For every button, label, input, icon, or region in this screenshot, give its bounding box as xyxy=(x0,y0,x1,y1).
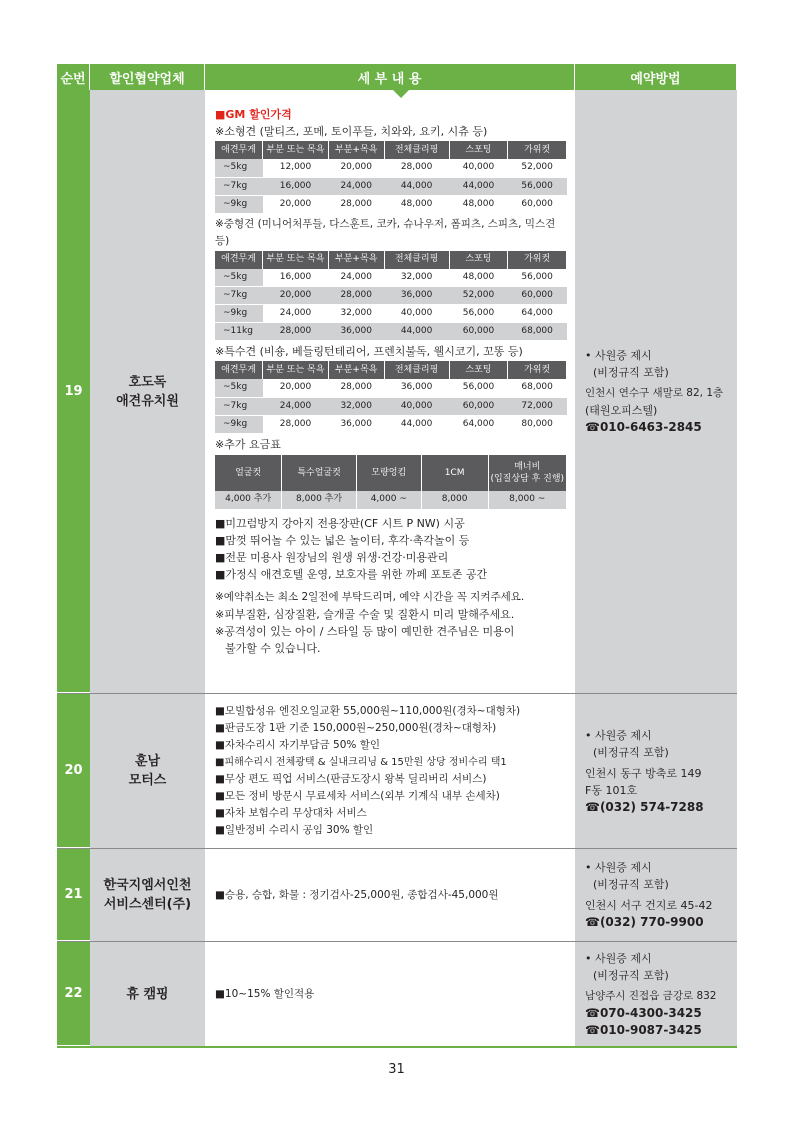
price-cell: 28,000 xyxy=(263,323,329,341)
price-cell: 36,000 xyxy=(384,287,449,305)
extra-value: 4,000 추가 xyxy=(215,491,282,509)
price-cell: 20,000 xyxy=(263,195,329,213)
row-number: 19 xyxy=(57,90,90,693)
company-name xyxy=(90,849,205,941)
bullet-item: ■승용, 승합, 화물 : 정기검사-25,000원, 종합검사-45,000원 xyxy=(215,888,499,901)
price-row xyxy=(215,379,567,397)
note-item: 불가할 수 있습니다. xyxy=(225,641,321,655)
company-name xyxy=(90,694,205,848)
price-row xyxy=(215,159,567,177)
res-line: • 사원증 제시 xyxy=(585,349,652,362)
weight-cell: ~9kg xyxy=(215,305,263,323)
header-details: 세 부 내 용 xyxy=(205,64,575,90)
price-header: 가위컷 xyxy=(508,141,567,159)
price-cell: 60,000 xyxy=(449,323,508,341)
price-row xyxy=(215,323,567,341)
row-number: 21 xyxy=(57,849,90,941)
price-cell: 56,000 xyxy=(449,379,508,397)
price-cell: 44,000 xyxy=(384,177,449,195)
bullet-item: ■미끄럼방지 강아지 전용장판(CF 시트 P NW) 시공 xyxy=(215,516,465,530)
note-item: ※공격성이 있는 아이 / 스타일 등 많이 예민한 견주님은 미용이 xyxy=(215,624,515,638)
special-price-table xyxy=(215,361,567,434)
table-header xyxy=(57,64,737,90)
price-cell: 44,000 xyxy=(384,415,449,433)
price-cell: 28,000 xyxy=(263,415,329,433)
company-line: 모터스 xyxy=(128,773,167,788)
price-header: 스포팅 xyxy=(449,141,508,159)
header-arrow-icon xyxy=(393,90,409,98)
price-cell: 24,000 xyxy=(328,269,384,287)
phone-number: ☎070-4300-3425 xyxy=(585,1005,702,1020)
price-cell: 48,000 xyxy=(449,195,508,213)
reservation-info xyxy=(575,849,737,941)
weight-cell: ~11kg xyxy=(215,323,263,341)
note-item: ※피부질환, 심장질환, 슬개골 수술 및 질환시 미리 말해주세요. xyxy=(215,607,515,621)
table-row xyxy=(57,942,737,1048)
price-cell: 36,000 xyxy=(384,379,449,397)
row-details xyxy=(205,694,575,848)
price-header: 스포팅 xyxy=(449,251,508,269)
price-cell: 20,000 xyxy=(263,287,329,305)
company-line: 한국지엠서인천 xyxy=(103,878,192,893)
price-cell: 20,000 xyxy=(263,379,329,397)
row-details xyxy=(205,942,575,1046)
weight-cell: ~5kg xyxy=(215,269,263,287)
price-cell: 48,000 xyxy=(384,195,449,213)
price-cell: 72,000 xyxy=(508,397,567,415)
price-row xyxy=(215,177,567,195)
price-cell: 68,000 xyxy=(508,323,567,341)
row-details xyxy=(205,90,575,693)
extra-header-line: (입질상담 후 진행) xyxy=(490,473,565,484)
header-reservation: 예약방법 xyxy=(575,64,737,90)
price-cell: 16,000 xyxy=(263,269,329,287)
header-number: 순번 xyxy=(57,64,90,90)
weight-cell: ~7kg xyxy=(215,287,263,305)
bullet-item: ■가정식 애견호텔 운영, 보호자를 위한 까페 포토존 공간 xyxy=(215,567,488,581)
bullet-item: ■무상 편도 픽업 서비스(판금도장시 왕복 딜리버리 서비스) xyxy=(215,773,487,785)
price-cell: 28,000 xyxy=(384,159,449,177)
price-cell: 60,000 xyxy=(508,287,567,305)
weight-cell: ~9kg xyxy=(215,195,263,213)
price-header: 전체클리핑 xyxy=(384,361,449,379)
note-item: ※예약취소는 최소 2일전에 부탁드리며, 예약 시간을 꼭 지켜주세요. xyxy=(215,590,525,603)
price-header: 부분+목욕 xyxy=(328,361,384,379)
company-name xyxy=(90,942,205,1046)
phone-number: ☎(032) 574-7288 xyxy=(585,799,704,814)
price-header: 가위컷 xyxy=(508,251,567,269)
company-name xyxy=(90,90,205,693)
res-line: (비정규직 포함) xyxy=(593,366,669,379)
extra-header xyxy=(488,455,567,491)
discount-table xyxy=(57,64,737,1048)
bullet-item: ■일반정비 수리시 공임 30% 할인 xyxy=(215,824,374,836)
row-details xyxy=(205,849,575,941)
price-cell: 40,000 xyxy=(384,305,449,323)
extra-value: 8,000 ~ xyxy=(488,491,567,509)
bullet-item: ■자차 보험수리 무상대차 서비스 xyxy=(215,807,367,819)
row-number: 20 xyxy=(57,694,90,848)
company-line: 애견유치원 xyxy=(116,393,179,409)
table-row xyxy=(57,694,737,849)
small-price-table xyxy=(215,141,567,214)
res-line: 인천시 연수구 새말로 82, 1층 xyxy=(585,387,724,399)
price-header: 부분 또는 목욕 xyxy=(263,141,329,159)
header-company: 할인협약업체 xyxy=(90,64,205,90)
price-cell: 32,000 xyxy=(384,269,449,287)
price-cell: 80,000 xyxy=(508,415,567,433)
phone-number: ☎010-6463-2845 xyxy=(585,420,702,434)
page-number: 31 xyxy=(388,1062,405,1077)
extra-fee-table xyxy=(215,455,567,509)
price-header: 가위컷 xyxy=(508,361,567,379)
bullet-item: ■판금도장 1판 기준 150,000원~250,000원(경차~대형차) xyxy=(215,722,497,734)
price-cell: 44,000 xyxy=(449,177,508,195)
price-row xyxy=(215,287,567,305)
extra-value: 8,000 추가 xyxy=(282,491,357,509)
price-cell: 40,000 xyxy=(384,397,449,415)
price-header: 부분+목욕 xyxy=(328,251,384,269)
extra-value: 8,000 xyxy=(421,491,488,509)
reservation-info xyxy=(575,942,737,1046)
price-cell: 28,000 xyxy=(328,195,384,213)
price-cell: 52,000 xyxy=(508,159,567,177)
bullet-item: ■맘껏 뛰어놀 수 있는 넓은 놀이터, 후각·촉각놀이 등 xyxy=(215,533,470,547)
bullet-item: ■피해수리시 전체광택 & 실내크리닝 & 15만원 상당 정비수리 택1 xyxy=(215,757,507,768)
price-header: 부분+목욕 xyxy=(328,141,384,159)
bullet-item: ■10~15% 할인적용 xyxy=(215,987,315,1000)
price-cell: 24,000 xyxy=(328,177,384,195)
price-header: 애견무게 xyxy=(215,361,263,379)
bullet-item: ■자차수리시 자기부담금 50% 할인 xyxy=(215,739,380,751)
bullet-item: ■모든 정비 방문시 무료세차 서비스(외부 기계식 내부 손세차) xyxy=(215,790,500,802)
price-cell: 28,000 xyxy=(328,287,384,305)
extra-value: 4,000 ~ xyxy=(356,491,421,509)
extra-header: 1CM xyxy=(421,455,488,491)
company-line: 서비스센터(주) xyxy=(103,897,192,912)
res-line: • 사원증 제시 xyxy=(585,728,652,742)
price-row xyxy=(215,305,567,323)
price-cell: 24,000 xyxy=(263,397,329,415)
table-row xyxy=(57,849,737,942)
medium-dog-title: ※중형견 (미니어처푸들, 다스훈트, 코카, 슈나우저, 폼피츠, 스피츠, 믹스견 등) xyxy=(215,217,556,247)
price-cell: 56,000 xyxy=(508,269,567,287)
medium-price-table xyxy=(215,251,567,342)
weight-cell: ~5kg xyxy=(215,379,263,397)
phone-number: ☎(032) 770-9900 xyxy=(585,915,704,929)
phone-number: ☎010-9087-3425 xyxy=(585,1022,702,1037)
price-cell: 68,000 xyxy=(508,379,567,397)
table-row xyxy=(57,90,737,694)
extra-fee-title: ※추가 요금표 xyxy=(215,437,281,451)
res-line: 인천시 서구 건지로 45-42 xyxy=(585,899,713,912)
gm-title: ■GM 할인가격 xyxy=(215,108,292,121)
price-header: 전체클리핑 xyxy=(384,251,449,269)
company-line: 휴 캠핑 xyxy=(126,986,169,1002)
price-cell: 60,000 xyxy=(508,195,567,213)
price-header: 부분 또는 목욕 xyxy=(263,361,329,379)
weight-cell: ~7kg xyxy=(215,177,263,195)
price-cell: 52,000 xyxy=(449,287,508,305)
bullet-item: ■모빌합성유 엔진오일교환 55,000원~110,000원(경차~대형차) xyxy=(215,705,521,717)
extra-header: 특수얼굴컷 xyxy=(282,455,357,491)
res-line: (태원오피스텔) xyxy=(585,404,658,417)
reservation-info xyxy=(575,694,737,848)
price-cell: 60,000 xyxy=(449,397,508,415)
res-line: (비정규직 포함) xyxy=(593,745,669,759)
price-cell: 64,000 xyxy=(508,305,567,323)
special-dog-title: ※특수견 (비숑, 베들링턴테리어, 프렌치불독, 웰시코기, 꼬똥 등) xyxy=(215,345,523,358)
res-line: • 사원증 제시 xyxy=(585,951,652,965)
price-cell: 24,000 xyxy=(263,305,329,323)
price-row xyxy=(215,397,567,415)
price-cell: 36,000 xyxy=(328,415,384,433)
small-dog-title: ※소형견 (말티즈, 포메, 토이푸들, 치와와, 요키, 시츄 등) xyxy=(215,125,488,138)
weight-cell: ~9kg xyxy=(215,415,263,433)
price-cell: 48,000 xyxy=(449,269,508,287)
price-header: 애견무게 xyxy=(215,141,263,159)
price-cell: 56,000 xyxy=(449,305,508,323)
price-cell: 32,000 xyxy=(328,397,384,415)
price-cell: 44,000 xyxy=(384,323,449,341)
price-row xyxy=(215,415,567,433)
res-line: (비정규직 포함) xyxy=(593,878,669,891)
price-cell: 28,000 xyxy=(328,379,384,397)
extra-header-line: 매너비 xyxy=(514,461,541,472)
price-header: 애견무게 xyxy=(215,251,263,269)
price-row xyxy=(215,195,567,213)
res-line: 인천시 동구 방축로 149 xyxy=(585,766,702,780)
price-header: 스포팅 xyxy=(449,361,508,379)
price-cell: 40,000 xyxy=(449,159,508,177)
res-line: F동 101호 xyxy=(585,783,638,797)
weight-cell: ~7kg xyxy=(215,397,263,415)
company-line: 호도독 xyxy=(128,374,167,390)
price-cell: 16,000 xyxy=(263,177,329,195)
price-cell: 36,000 xyxy=(328,323,384,341)
res-line: • 사원증 제시 xyxy=(585,861,652,874)
reservation-info xyxy=(575,90,737,693)
res-line: (비정규직 포함) xyxy=(593,968,669,982)
res-line: 남양주시 진접읍 금강로 832 xyxy=(585,989,717,1002)
price-row xyxy=(215,269,567,287)
bullet-item: ■전문 미용사 원장님의 원생 위생·건강·미용관리 xyxy=(215,550,449,564)
price-cell: 12,000 xyxy=(263,159,329,177)
price-header: 부분 또는 목욕 xyxy=(263,251,329,269)
price-cell: 32,000 xyxy=(328,305,384,323)
price-cell: 56,000 xyxy=(508,177,567,195)
company-line: 훈남 xyxy=(134,754,161,769)
weight-cell: ~5kg xyxy=(215,159,263,177)
price-cell: 64,000 xyxy=(449,415,508,433)
row-number: 22 xyxy=(57,942,90,1046)
price-cell: 20,000 xyxy=(328,159,384,177)
extra-header: 얼굴컷 xyxy=(215,455,282,491)
extra-header: 모량엉킴 xyxy=(356,455,421,491)
price-header: 전체클리핑 xyxy=(384,141,449,159)
